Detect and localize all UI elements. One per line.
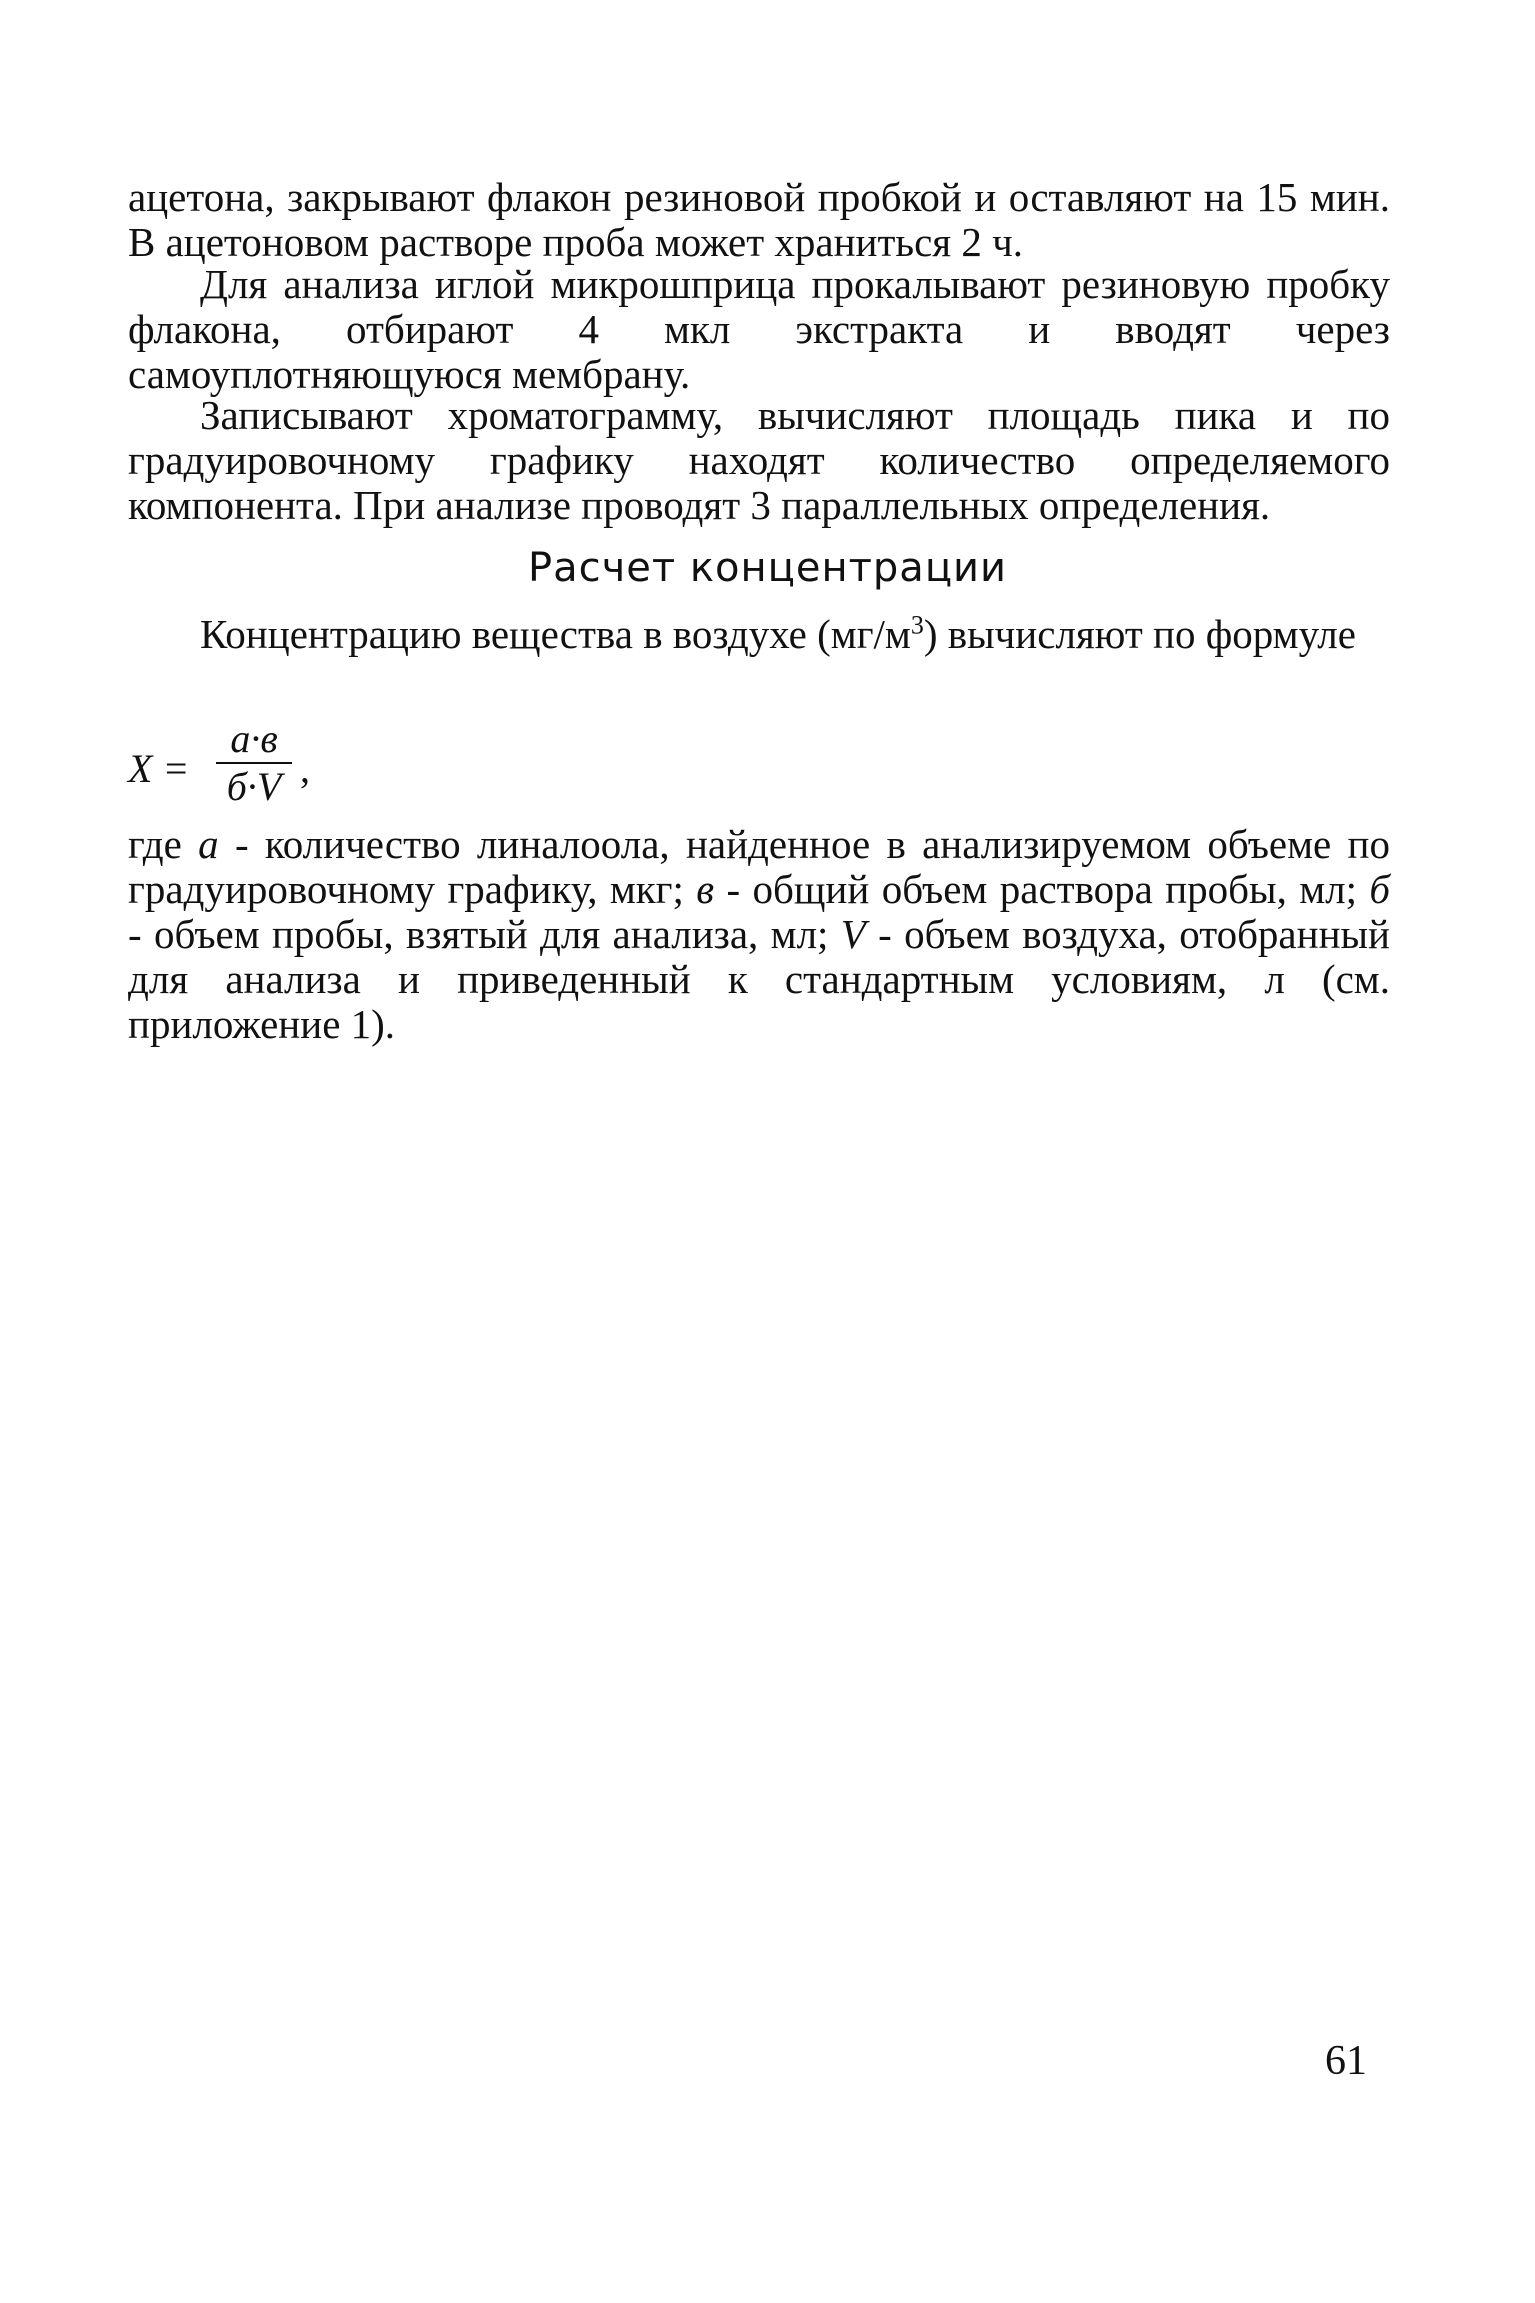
- formula-comma: ,: [300, 746, 310, 791]
- legend-var-v: в: [696, 866, 715, 912]
- legend-part-1: где: [128, 821, 199, 867]
- section-heading: Расчет концентрации: [527, 545, 1008, 591]
- paragraph-legend: [128, 822, 1390, 1047]
- paragraph-analysis: [128, 262, 1390, 397]
- paragraph-intro-text: ацетона, закрывают флакон резиновой пробкой и оставляют на 15 мин. В ацетоновом растворе проба может храниться 2 ч.: [128, 174, 1390, 265]
- legend-part-5: - объем воздуха, отобранный для анализа и приведенный к стандартным условиям, л (см. приложение 1).: [128, 911, 1390, 1047]
- formula-numerator: a·в: [230, 716, 278, 761]
- legend-part-2: - количество линалоола, найденное в анализируемом объеме по градуировочному графику, мкг;: [128, 821, 1390, 912]
- paragraph-record-text: Записывают хроматограмму, вычисляют площадь пика и по градуировочному графику находят количество определяемого компонента. При анализе проводят 3 параллельных определения.: [128, 392, 1390, 528]
- paragraph-concentration: [128, 612, 1390, 657]
- legend-part-3: - общий объем раствора пробы, мл;: [714, 866, 1370, 912]
- legend-var-V: V: [840, 911, 866, 957]
- paragraph-analysis-text: Для анализа иглой микрошприца прокалывают резиновую пробку флакона, отбирают 4 мкл экстракта и вводят через самоуплотняющуюся мембрану.: [128, 261, 1390, 397]
- legend-part-4: - объем пробы, взятый для анализа, мл;: [128, 911, 841, 957]
- formula-fraction: [216, 718, 292, 808]
- concentration-text-before: Концентрацию вещества в воздухе (мг/м: [200, 611, 911, 657]
- unit-superscript: 3: [910, 610, 924, 640]
- formula-lhs: X =: [128, 746, 190, 791]
- concentration-text-after: ) вычисляют по формуле: [923, 611, 1356, 657]
- legend-var-a: a: [198, 821, 219, 867]
- paragraph-record: [128, 393, 1390, 528]
- paragraph-legend-text: [128, 822, 1390, 1047]
- paragraph-concentration-text: [128, 612, 1390, 657]
- legend-var-b: б: [1369, 866, 1391, 912]
- formula-denominator: б·V: [226, 764, 282, 809]
- page-number: 61: [1325, 2038, 1367, 2084]
- paragraph-intro: [128, 175, 1390, 265]
